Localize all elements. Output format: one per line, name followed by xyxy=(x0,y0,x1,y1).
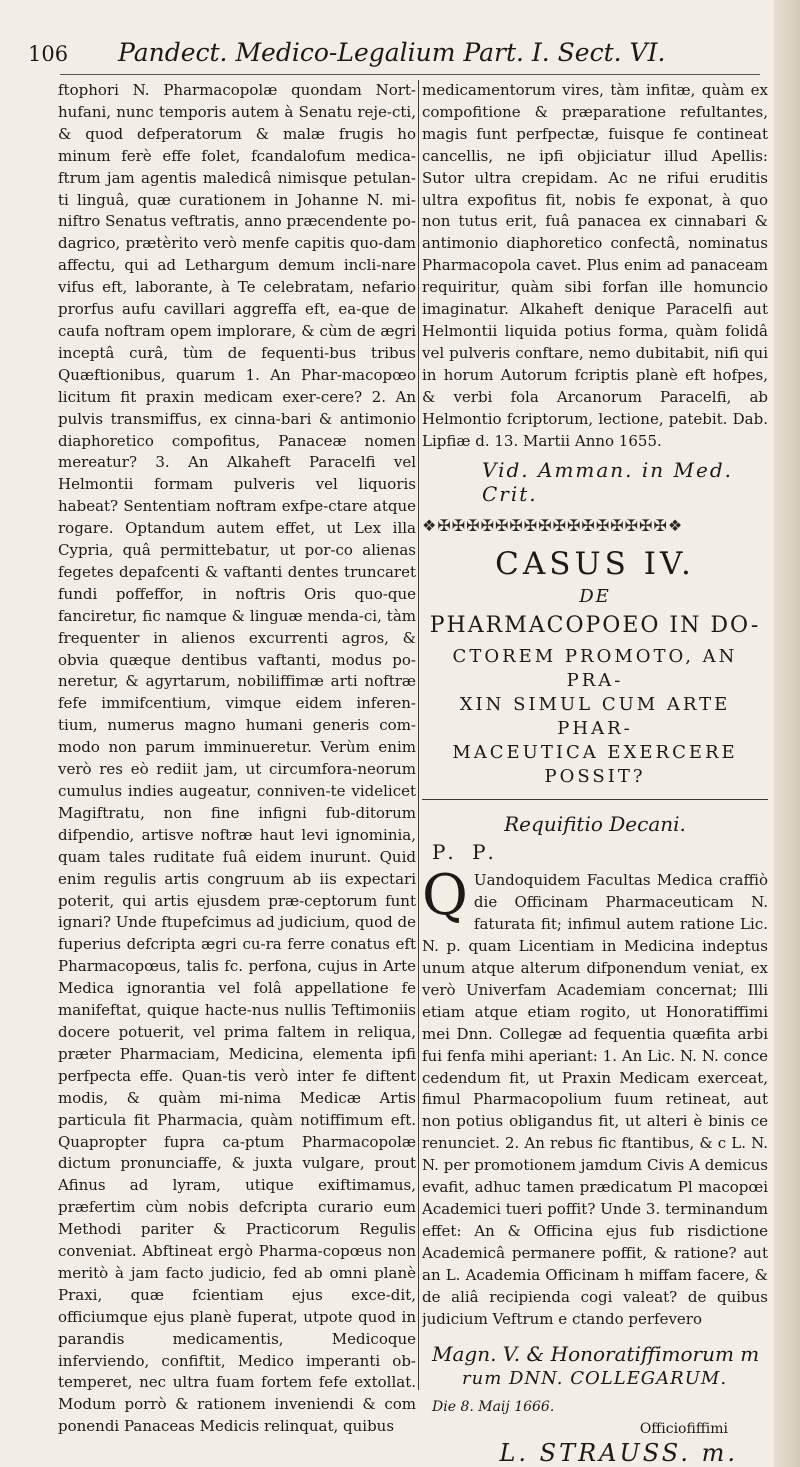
case-title-line-5: POSSIT? xyxy=(544,766,646,788)
de-heading: DE xyxy=(579,586,611,608)
left-column xyxy=(58,80,416,1438)
case-title-line-1: PHARMACOPOEO IN DO- xyxy=(429,613,761,639)
running-header xyxy=(28,38,768,70)
case-title-line-2: CTOREM PROMOTO, AN PRA- xyxy=(452,646,738,692)
ornament-band: ❖✠✠✠✠✠✠✠✠✠✠✠✠✠✠✠✠❖ xyxy=(422,516,684,536)
left-column-text: ftophori N. Pharmacopolæ quondam Nort-hufani, nunc temporis autem à Senatu reje-cti, & quod defperatorum & malæ frugis ho minum ferè effe folet, fcandalofum medica-ftrum jam agentis maledicâ nimisque petulan-ti linguâ, quæ curationem in Johanne N. mi-niftro Senatus veftratis, anno præcendente po-dagrico, prætèrito verò menfe capitis quo-dam affectu, qui ad Lethargum demum incli-nare vifus eft, laborante, à Te celebratam, nefario prorfus aufu cavillari aggreffa eft, ea-que de caufa noftram opem implorare, & cùm de ægri inceptâ curâ, tùm de fequenti-bus tribus Quæftionibus, quarum 1. An Phar-macopœo licitum fit praxin medicam exer-cere? 2. An pulvis transmiffus, ex cinna-bari & antimonio diaphoretico compofitus, Panaceæ nomen mereatur? 3. An Alkaheft Paracelfi vel Helmontii formam pulveris vel liquoris habeat? Sententiam noftram exfpe-ctare atque rogare. Optandum autem effet, ut Lex illa Cypria, quâ permittebatur, ut por-co alienas fegetes depafcenti & vaftanti dentes truncaret fundi poffeffor, in noftris Oris quo-que fanciretur, fic namque & linguæ menda-ci, tàm frequenter in alienos excurrenti agros, & obvia quæque dentibus vaftanti, modus po-neretur, & agyrtarum, nobiliffimæ arti noftræ fefe immifcentium, vimque eidem inferen-tium, numerus magno humani generis com-modo non parum imminueretur. Verùm enim verò res eò rediit jam, ut circumfora-neorum cumulus indies augeatur, conniven-te videlicet Magiftratu, non fine infigni fub-ditorum difpendio, artisve noftræ haut levi ignominia, quam tales ruditate fuâ eidem inurunt. Quid enim regulis artis congruum ab iis expectari poterit, qui artis ejusdem præ-ceptorum funt ignari? Unde ftupefcimus ad judicium, quod de fuperius defcripta ægri cu-ra ferre conatus eft Pharmacopœus, talis fc. perfona, cujus in Arte Medica ignorantia vel folâ appellatione fe manifeftat, quique hacte-nus nullis Teftimoniis docere potuerit, vel prima faltem in reliqua, præter Pharmaciam, Medicina, elementa ipfi perfpecta effe. Quan-tis verò inter fe diftent modis, & quàm mi-nima Medicæ Artis particula fit Pharmacia, quàm notiffimum eft. Quapropter fupra ca-ptum Pharmacopolæ dictum pronunciaffe, & juxta vulgare, prout Afinus ad lyram, utique exiftimamus, præfertim cùm nobis defcripta curario eum Methodi pariter & Practicorum Regulis conveniat. Abftineat ergò Pharma-copœus non meritò à jam facto judicio, fed ab omni planè Praxi, quæ fcientiam ejus exce-dit, officiumque ejus planè fuperat, utpote quod in parandis medicamentis, Medicoque inferviendo, confiftit, Medico imperanti ob-temperet, nec ultra fuam fortem fefe extollat. Modum porrò & rationem inveniendi & com ponendi Panaceas Medicis relinquat, quibus xyxy=(58,81,416,1436)
case-title-line-3: XIN SIMUL CUM ARTE PHAR- xyxy=(459,694,731,740)
signature: L. STRAUSS. m. xyxy=(499,1439,738,1467)
running-title: Pandect. Medico-Legalium Part. I. Sect. VI. xyxy=(118,38,666,67)
letter-date: Die 8. Maij 1666. xyxy=(432,1399,555,1416)
pp-abbrev: P. P. xyxy=(432,840,500,865)
reference-note: Vid. Amman. in Med. Crit. xyxy=(482,458,734,507)
page-edge xyxy=(774,0,800,1467)
page-number: 106 xyxy=(28,42,69,66)
case-title-line-4: MACEUTICA EXERCERE xyxy=(452,742,738,764)
right-column xyxy=(422,80,768,1467)
header-rule xyxy=(60,74,760,75)
requisitio-heading: Requifitio Decani. xyxy=(504,812,686,837)
salutation: Magn. V. & Honoratiffimorum m xyxy=(432,1342,760,1367)
drop-cap: Q xyxy=(422,863,468,929)
column-divider xyxy=(418,80,419,1390)
section-separator xyxy=(422,799,768,800)
requisitio-text: Uandoquidem Facultas Medica craffiò die Officinam Pharmaceuticam N. faturata fit; infimul autem ratione Lic. N. p. quam Licentiam in Medicina indeptus unum atque alterum difponendum veniat, ex verò Univerfam Academiam concernat; Illi etiam atque etiam rogito, ut Honoratiffimi mei Dnn. Collegæ ad fequentia quæfita arbi fui fenfa mihi aperiant: 1. An Lic. N. N. conce cedendum fit, ut Praxin Medicam exerceat, fimul Pharmacopolium fuum retineat, aut non potius obligandus fit, ut alteri è binis ce renunciet. 2. An rebus fic ftantibus, & c L. N. N. per promotionem jamdum Civis A demicus evafit, adhuc tamen prædicatum Pl macopœi Academici tueri poffit? Unde 3. terminandum effet: An & Officina ejus fub risdictione Academicâ permanere poffit, & ratione? aut an L. Academia Officinam h miffam facere, & de aliâ recipienda cogi valeat? de quibus judicium Veftrum e ctando perfevero xyxy=(422,871,768,1328)
requisitio-body xyxy=(422,863,768,1330)
right-column-text-top: medicamentorum vires, tàm infitæ, quàm ex compofitione & præparatione refultantes, magis funt perfpectæ, fuisque fe contineat cancellis, ne ipfi objiciatur illud Apellis: Sutor ultra crepidam. Ac ne rifui eruditis ultra expofitus fit, nobis fe exponat, à quo non tutus erit, fuâ panacea ex cinnabari & antimonio diaphoretico confectâ, nominatus Pharmacopola cavet. Plus enim ad panaceam requiritur, quàm sibi forfan ille homuncio imaginatur. Alkaheft denique Paracelfi aut Helmontii liquida potius forma, quàm folidâ vel pulveris conftare, nemo dubitabit, nifi qui in horum Autorum fcriptis planè eft hofpes, & verbi fola Arcanorum Paracelfi, ab Helmontio fcriptorum, lectione, patebit. Dab. Lipfiæ d. 13. Martii Anno 1655. xyxy=(422,81,768,450)
casus-heading: CASUS IV. xyxy=(495,546,695,583)
salutation-2: rum DNN. COLLEGARUM. xyxy=(462,1368,728,1390)
closing-formula: Officiofiffimi xyxy=(639,1421,728,1438)
